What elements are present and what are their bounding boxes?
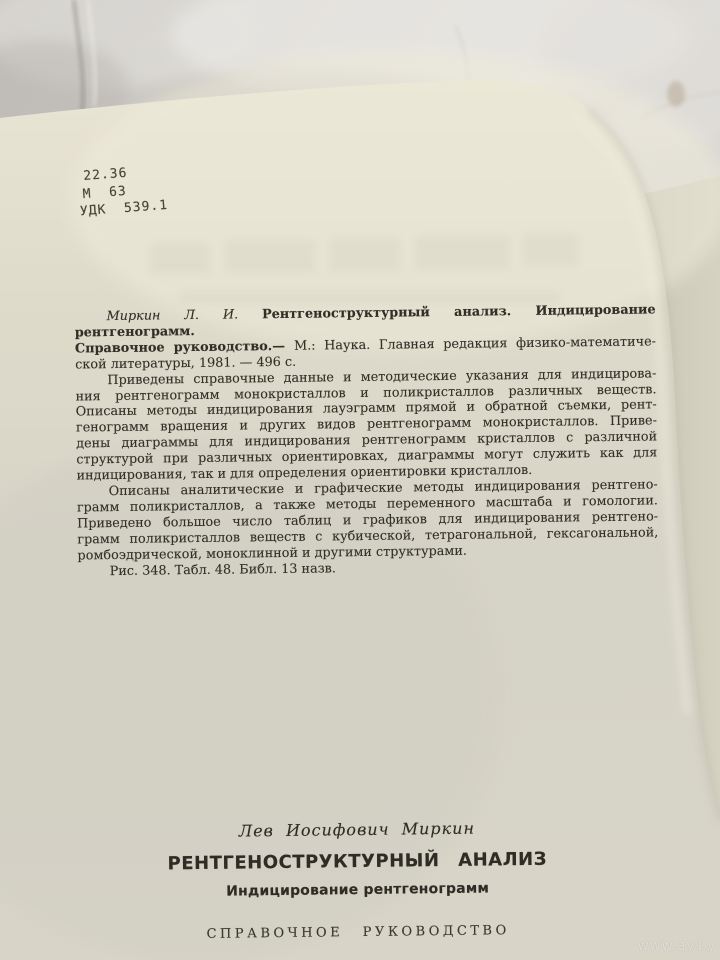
annotation-segment: индицирования, так и для определения ориентировки кристаллов. xyxy=(76,462,533,484)
annotation-segment: Рис. 348. Табл. 48. Библ. 13 назв. xyxy=(109,560,337,579)
annotation-segment: ния рентгенограмм монокристаллов и поликристаллов различных веществ. xyxy=(75,381,657,405)
author-name: Лев Иосифович Миркин xyxy=(238,818,476,841)
annotation-segment: Справочное руководство.— xyxy=(74,338,295,357)
stamp-line: УДК 539.1 xyxy=(79,197,169,220)
annotation-segment: структурой при различных ориентировках, диаграммы могут служить как для xyxy=(76,445,658,468)
annotation-segment: грамм поликристаллов, а также методы переменного масштаба и гомологии. xyxy=(76,493,658,516)
annotation-segment: Приведено большое число таблиц и графиков для индицирования рентгено- xyxy=(77,509,659,532)
watermark: www.ay.by xyxy=(637,938,716,954)
stamp-line: М 63 xyxy=(82,183,128,202)
annotation-segment: ромбоэдрической, моноклинной и другими структурами. xyxy=(77,543,468,564)
annotation-block xyxy=(75,302,659,579)
series-title: СПРАВОЧНОЕ РУКОВОДСТВО xyxy=(206,923,510,942)
annotation-segment: Описаны аналитические и графические методы индицирования рентгено- xyxy=(108,477,658,500)
annotation-segment: генограмм вращения и других видов рентгенограмм монокристаллов. Приве- xyxy=(75,413,658,436)
annotation-segment: Описаны методы индицирования лауэграмм прямой и обратной съемки, рент- xyxy=(75,397,657,420)
stamp-line: 22.36 xyxy=(82,165,128,184)
stamp-block xyxy=(77,162,169,221)
annotation-segment: М.: Наука. Главная редакция физико-математиче- xyxy=(293,334,657,354)
annotation-segment: Приведены справочные данные и методические указания для индицирова- xyxy=(107,366,657,388)
annotation-segment: ской литературы, 1981. — 496 с. xyxy=(75,354,297,373)
annotation-segment: грамм поликристаллов веществ с кубической, тетрагональной, гексагональной, xyxy=(77,525,659,548)
annotation-segment: Рентгеноструктурный анализ. Индицирование рентгенограмм. xyxy=(74,302,656,341)
book-subtitle: Индицирование рентгенограмм xyxy=(226,880,490,900)
annotation-segment: дены диаграммы для индицирования рентгенограмм кристаллов с различной xyxy=(76,429,658,452)
annotation-segment: Миркин Л. И. xyxy=(106,307,263,325)
book-title: РЕНТГЕНОСТРУКТУРНЫЙ АНАЛИЗ xyxy=(167,848,548,875)
